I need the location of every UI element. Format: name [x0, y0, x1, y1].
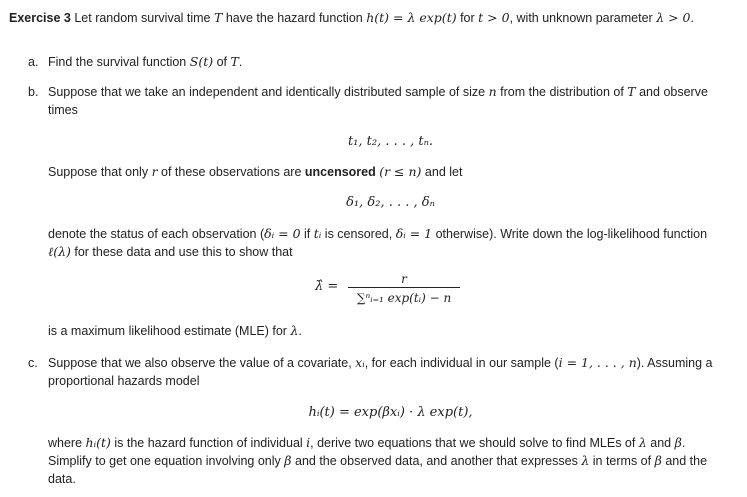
var-T: T	[230, 54, 239, 69]
hazard-hi: hᵢ(t)	[85, 435, 111, 450]
intro-text: have the hazard function	[225, 11, 363, 25]
var-ti: tᵢ	[313, 226, 322, 241]
log-likelihood: ℓ(λ)	[48, 244, 71, 259]
part-text: and the	[665, 454, 708, 468]
intro-text: for	[460, 11, 475, 25]
part-text: ). Assuming a	[636, 356, 713, 370]
part-b-conclusion	[48, 322, 302, 340]
covariate-x: xᵢ	[355, 355, 365, 370]
part-text: and let	[424, 165, 463, 179]
part-marker: c.	[28, 356, 38, 370]
part-text: if	[304, 227, 311, 241]
exercise-intro	[9, 9, 739, 27]
part-c-line-1	[48, 354, 712, 372]
display-times: t₁, t₂, . . . , tₙ.	[347, 134, 434, 149]
part-text: and observe	[639, 85, 708, 99]
part-text: of these observations are	[161, 165, 302, 179]
part-text: .	[238, 55, 243, 69]
part-b	[28, 83, 733, 343]
part-text: of	[216, 55, 228, 69]
var-lambda: λ	[638, 435, 647, 450]
part-text: in terms of	[592, 454, 652, 468]
condition-r-n: (r ≤ n)	[379, 164, 422, 179]
part-b-line-1	[48, 83, 708, 101]
var-T: T	[214, 10, 223, 25]
var-beta: β	[654, 453, 662, 468]
part-c	[28, 354, 733, 494]
part-text: Find the survival function	[48, 55, 187, 69]
part-c-where-line-2	[48, 452, 707, 470]
display-deltas: δ₁, δ₂, . . . , δₙ	[346, 195, 435, 210]
part-b-status-line-1	[48, 225, 707, 243]
part-b-censor-line	[48, 163, 462, 181]
part-text: Suppose that only	[48, 165, 149, 179]
part-text: denote the status of each observation (	[48, 227, 265, 241]
uncensored-term: uncensored	[304, 165, 376, 179]
var-T: T	[627, 84, 636, 99]
var-lambda: λ	[581, 453, 590, 468]
part-text: for these data and use this to show that	[74, 245, 293, 259]
part-text: is a maximum likelihood estimate (MLE) for	[48, 324, 287, 338]
mle-numerator: r	[401, 272, 407, 286]
intro-text: Let random survival time	[74, 11, 211, 25]
part-text: proportional hazards model	[48, 374, 200, 388]
var-lambda: λ	[290, 323, 299, 338]
part-text: , derive two equations that we should solve to find MLEs of	[310, 436, 636, 450]
part-c-where-line-3	[48, 470, 76, 488]
part-text: and	[650, 436, 672, 450]
part-c-where-line-1	[48, 434, 685, 452]
var-r: r	[151, 164, 158, 179]
survival-function: S(t)	[189, 54, 214, 69]
var-beta: β	[674, 435, 682, 450]
part-text: is censored,	[324, 227, 393, 241]
part-a-body	[48, 53, 733, 71]
delta-one: δᵢ = 1	[395, 226, 433, 241]
part-text: .	[298, 324, 302, 338]
var-i: i	[306, 435, 311, 450]
part-text: Suppose that we take an independent and identically distributed sample of size	[48, 85, 486, 99]
part-text: is the hazard function of individual	[114, 436, 303, 450]
part-text: Suppose that we also observe the value of a covariate,	[48, 356, 352, 370]
part-c-body	[48, 354, 733, 494]
intro-text: , with unknown parameter	[509, 11, 653, 25]
part-text: from the distribution of	[500, 85, 624, 99]
var-n: n	[488, 84, 497, 99]
condition-t: t > 0	[478, 10, 510, 25]
part-text: where	[48, 436, 83, 450]
part-text: times	[48, 103, 78, 117]
part-marker: b.	[28, 85, 39, 99]
var-beta: β	[284, 453, 292, 468]
condition-lambda: λ > 0	[656, 10, 691, 25]
delta-zero: δᵢ = 0	[264, 226, 301, 241]
part-b-body	[48, 83, 733, 343]
part-text: .	[681, 436, 686, 450]
display-model: hᵢ(t) = exp(βxᵢ) · λ exp(t),	[308, 405, 473, 420]
mle-lhs: λ̂ =	[315, 279, 339, 294]
part-a	[28, 53, 733, 73]
hazard-formula: h(t) = λ exp(t)	[366, 10, 457, 25]
part-marker: a.	[28, 55, 39, 69]
intro-text: .	[690, 11, 694, 25]
exercise-title: Exercise 3	[9, 11, 71, 25]
fraction-bar	[348, 287, 460, 288]
part-text: otherwise). Write down the log-likelihood function	[435, 227, 708, 241]
part-text: and the observed data, and another that expresses	[295, 454, 578, 468]
mle-formula	[48, 270, 733, 310]
part-text: , for each individual in our sample (	[364, 356, 559, 370]
index-range: i = 1, . . . , n	[558, 355, 637, 370]
mle-denominator: ∑ⁿᵢ₌₁ exp(tᵢ) − n	[356, 291, 452, 305]
part-b-line-2	[48, 101, 78, 119]
part-text: Simplify to get one equation involving only	[48, 454, 281, 468]
part-c-line-2	[48, 372, 199, 390]
part-text: data.	[48, 472, 76, 486]
part-b-status-line-2	[48, 243, 293, 261]
